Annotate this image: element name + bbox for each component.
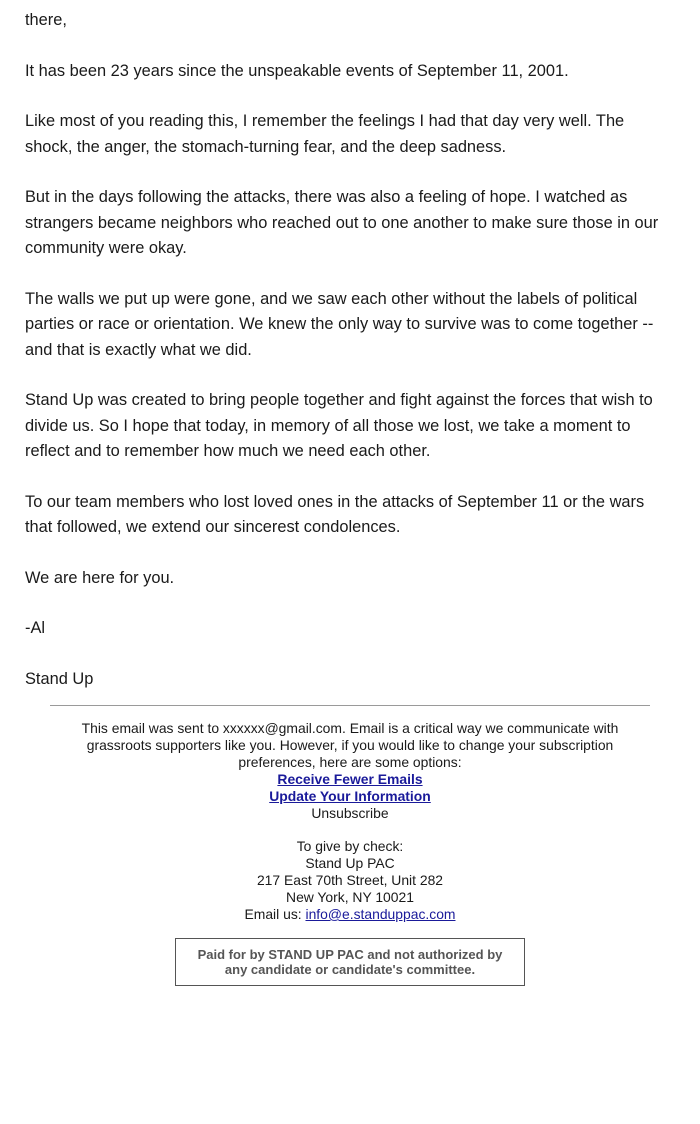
email-footer: [50, 720, 650, 986]
footer-notice: This email was sent to xxxxxx@gmail.com. Email is a critical way we communicate with grassroots supporters like you. However, if you would like to change your subscription preferences, here are some options:: [81, 720, 619, 770]
paragraph-7: We are here for you.: [25, 568, 175, 587]
unsubscribe-link[interactable]: Unsubscribe: [311, 805, 389, 821]
greeting: there,: [25, 11, 67, 29]
check-intro: To give by check:: [296, 838, 404, 854]
footer-divider: [50, 705, 650, 706]
signature: [25, 616, 675, 692]
update-information-link[interactable]: Update Your Information: [269, 788, 431, 804]
signature-org: Stand Up: [25, 669, 94, 688]
disclaimer-line-2: any candidate or candidate's committee.: [224, 961, 476, 977]
signature-name: -Al: [25, 619, 46, 637]
check-address: [50, 838, 650, 906]
check-city: New York, NY 10021: [286, 889, 414, 905]
paid-for-disclaimer: [175, 938, 525, 986]
paragraph-1: It has been 23 years since the unspeakable events of September 11, 2001.: [25, 61, 569, 80]
receive-fewer-emails-link[interactable]: Receive Fewer Emails: [277, 771, 423, 787]
paragraph-6: To our team members who lost loved ones in the attacks of September 11 or the wars that followed, we extend our sincerest condolences.: [25, 492, 645, 536]
disclaimer-line-1: Paid for by STAND UP PAC and not authorized by: [197, 947, 503, 962]
paragraph-2: Like most of you reading this, I remember the feelings I had that day very well. The shock, the anger, the stomach-turning fear, and the deep sadness.: [25, 112, 625, 156]
paragraph-5: Stand Up was created to bring people together and fight against the forces that wish to divide us. So I hope that today, in memory of all those we lost, we take a moment to reflect and to remember how much we need each other.: [25, 391, 653, 460]
check-name: Stand Up PAC: [305, 855, 395, 871]
contact-email-link[interactable]: info@e.standuppac.com: [305, 906, 456, 922]
contact-line: [50, 906, 650, 923]
check-street: 217 East 70th Street, Unit 282: [256, 872, 444, 888]
paragraph-3: But in the days following the attacks, there was also a feeling of hope. I watched as strangers became neighbors who reached out to one another to make sure those in our community were okay.: [25, 188, 659, 257]
contact-label: Email us:: [244, 906, 302, 922]
email-body: [25, 8, 675, 717]
paragraph-4: The walls we put up were gone, and we saw each other without the labels of political parties or race or orientation. We knew the only way to survive was to come together -- and that is exactly what we did.: [25, 289, 654, 359]
